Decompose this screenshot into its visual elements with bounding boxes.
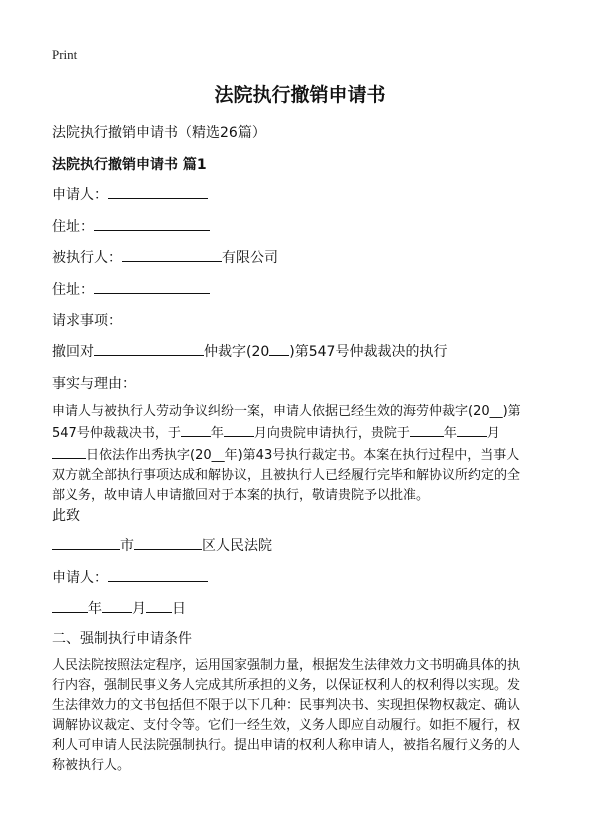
- conditions-line: 利人可申请人民法院强制执行。提出申请的权利人称申请人，被指名履行义务的人: [52, 738, 521, 753]
- request-year-blank: [269, 341, 289, 356]
- respondent-row: [52, 247, 278, 267]
- court-row: [52, 535, 272, 555]
- address-blank: [94, 216, 210, 231]
- respondent-suffix: 有限公司: [222, 250, 278, 266]
- facts-line: 日依法作出秀执字(20__年)第43号执行裁定书。本案在执行过程中，当事人: [52, 444, 552, 466]
- section2-heading: 二、强制执行申请条件: [52, 631, 192, 647]
- court-city: 市: [120, 538, 134, 554]
- applicant-blank-2: [108, 567, 208, 582]
- applicant-blank: [108, 184, 208, 199]
- address-row: [52, 216, 210, 236]
- facts-line: 547号仲裁裁决书，于 年 月向贵院申请执行，贵院于 年 月: [52, 422, 552, 444]
- court-district: 区人民法院: [202, 538, 272, 554]
- applicant-label-2: 申请人：: [52, 570, 108, 586]
- respondent-label: 被执行人：: [52, 250, 122, 266]
- request-prefix: 撤回对: [52, 344, 94, 360]
- request-row: [52, 341, 447, 361]
- conditions-line: 生法律效力的文书包括但不限于以下几种：民事判决书、实现担保物权裁定、确认: [52, 698, 521, 713]
- conditions-paragraph: [52, 656, 552, 776]
- month-blank: [102, 598, 132, 613]
- request-suffix: )第547号仲裁裁决的执行: [289, 344, 448, 360]
- facts-line: 申请人与被执行人劳动争议纠纷一案，申请人依据已经生效的海劳仲裁字(20__)第: [52, 404, 521, 419]
- facts-line: 部义务，故申请人申请撤回对于本案的执行，敬请贵院予以批准。: [52, 488, 430, 503]
- applicant-row: [52, 184, 208, 204]
- request-label: 请求事项：: [52, 313, 122, 329]
- applicant-label: 申请人：: [52, 187, 108, 203]
- conditions-line: 调解协议裁定、支付令等。它们一经生效，义务人即应自动履行。如拒不履行，权: [52, 718, 521, 733]
- date-row: [52, 598, 186, 618]
- city-blank: [52, 535, 120, 550]
- section-heading: 法院执行撤销申请书 篇1: [52, 157, 207, 173]
- facts-label: 事实与理由：: [52, 376, 136, 392]
- address-label: 住址：: [52, 219, 94, 235]
- conditions-line: 人民法院按照法定程序，运用国家强制力量，根据发生法律效力文书明确具体的执: [52, 658, 521, 673]
- year-blank: [52, 598, 88, 613]
- address-row-2: [52, 279, 210, 299]
- salutation: 此致: [52, 508, 80, 524]
- print-link[interactable]: Print: [52, 47, 78, 62]
- day-blank: [146, 598, 172, 613]
- document-title: 法院执行撤销申请书: [214, 84, 386, 106]
- conditions-line: 称被执行人。: [52, 758, 131, 773]
- request-blank: [94, 341, 204, 356]
- address-blank-2: [94, 279, 210, 294]
- applicant-row-2: [52, 567, 208, 587]
- date-year: 年: [88, 601, 102, 617]
- address-label-2: 住址：: [52, 282, 94, 298]
- district-blank: [134, 535, 202, 550]
- conditions-line: 行内容，强制民事义务人完成其所承担的义务，以保证权利人的权利得以实现。发: [52, 678, 521, 693]
- date-month: 月: [132, 601, 146, 617]
- respondent-blank: [122, 247, 222, 262]
- request-mid: 仲裁字(20: [204, 344, 270, 360]
- facts-paragraph: [52, 402, 552, 506]
- facts-line: 双方就全部执行事项达成和解协议，且被执行人已经履行完毕和解协议所约定的全: [52, 468, 521, 483]
- date-day: 日: [172, 601, 186, 617]
- document-subtitle: 法院执行撤销申请书（精选26篇）: [52, 125, 266, 141]
